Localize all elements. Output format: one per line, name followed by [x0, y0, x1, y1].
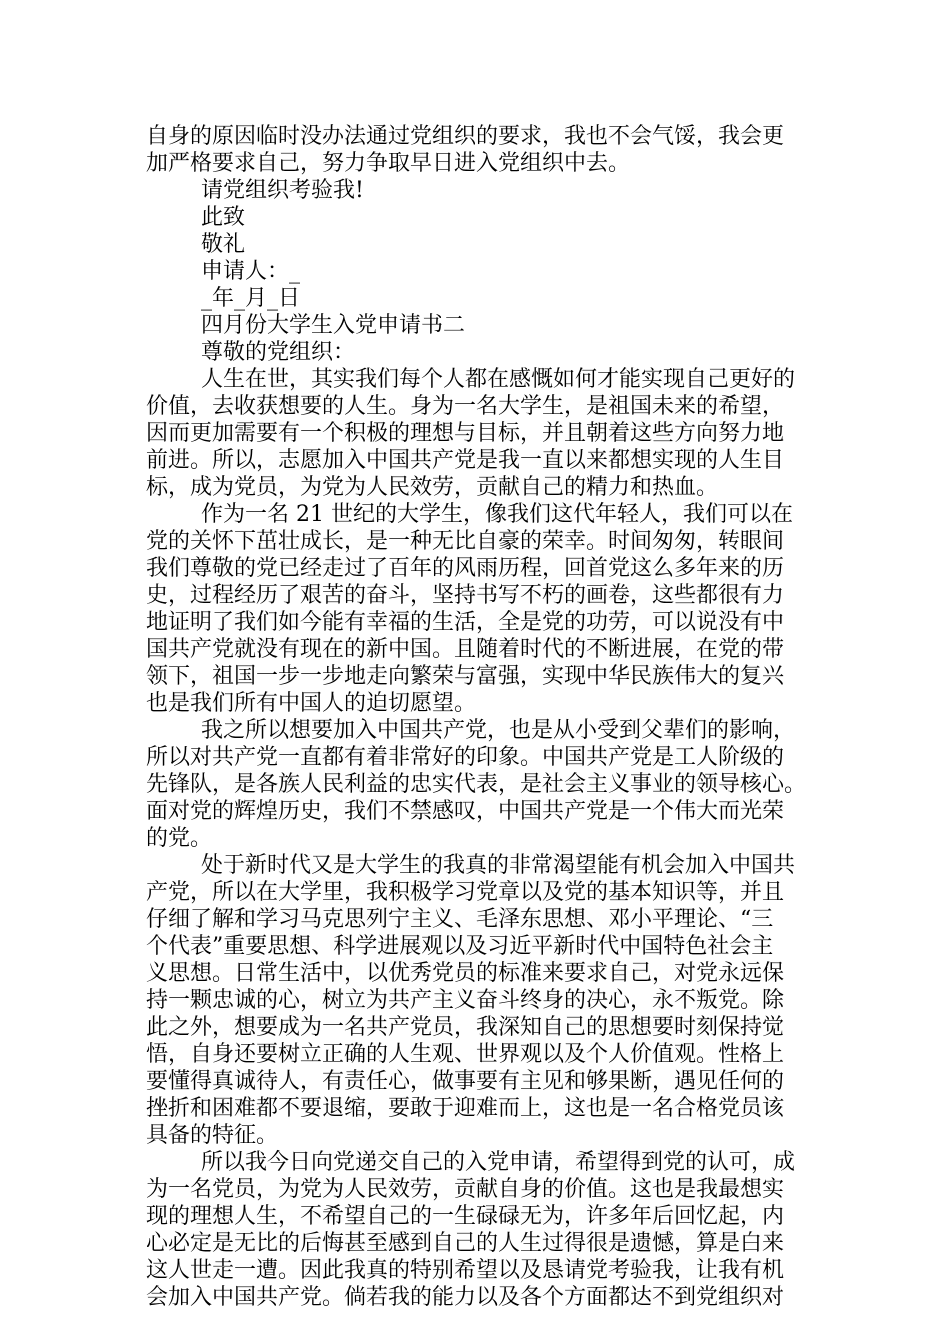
document-page	[146, 123, 826, 1311]
salutation-line: 敬礼	[201, 232, 246, 257]
applicant-line: 申请人：_	[201, 259, 301, 284]
text-line: 仔细了解和学习马克思列宁主义、毛泽东思想、邓小平理论、“三	[146, 907, 774, 932]
text-line: 我们尊敬的党已经走过了百年的风雨历程，回首党这么多年来的历	[146, 556, 785, 581]
text-line: 作为一名 21 世纪的大学生，像我们这代年轻人，我们可以在	[201, 502, 793, 527]
text-line: 心必定是无比的后悔甚至感到自己的人生过得很是遗憾，算是白来	[146, 1231, 785, 1256]
text-line: 的党。	[146, 826, 213, 851]
text-line: 挫折和困难都不要退缩，要敢于迎难而上，这也是一名合格党员该	[146, 1096, 785, 1121]
text-line: 个代表”重要思想、科学进展观以及习近平新时代中国特色社会主	[146, 934, 774, 959]
text-line: 为一名党员，为党为人民效劳，贡献自身的价值。这也是我最想实	[146, 1177, 785, 1202]
text-line: 所以对共产党一直都有着非常好的印象。中国共产党是工人阶级的	[146, 745, 785, 770]
text-line: 此之外，想要成为一名共产党员，我深知自己的思想要时刻保持觉	[146, 1015, 785, 1040]
text-line: 会加入中国共产党。倘若我的能力以及各个方面都达不到党组织对	[146, 1285, 785, 1310]
text-line: 要懂得真诚待人，有责任心，做事要有主见和够果断，遇见任何的	[146, 1069, 785, 1094]
text-line: 史，过程经历了艰苦的奋斗，坚持书写不朽的画卷，这些都很有力	[146, 583, 785, 608]
text-line: 先锋队，是各族人民利益的忠实代表，是社会主义事业的领导核心。	[146, 772, 807, 797]
text-line: 义思想。日常生活中，以优秀党员的标准来要求自己，对党永远保	[146, 961, 785, 986]
text-line: 产党，所以在大学里，我积极学习党章以及党的基本知识等，并且	[146, 880, 785, 905]
text-line: 地证明了我们如今能有幸福的生活，全是党的功劳，可以说没有中	[146, 610, 785, 635]
date-line: _年_月_日	[201, 286, 301, 311]
text-line: 处于新时代又是大学生的我真的非常渴望能有机会加入中国共	[201, 853, 796, 878]
text-line: 国共产党就没有现在的新中国。且随着时代的不断进展，在党的带	[146, 637, 785, 662]
text-line: 持一颗忠诚的心，树立为共产主义奋斗终身的决心，永不叛党。除	[146, 988, 785, 1013]
text-line: 悟，自身还要树立正确的人生观、世界观以及个人价值观。性格上	[146, 1042, 785, 1067]
text-line: 面对党的辉煌历史，我们不禁感叹，中国共产党是一个伟大而光荣	[146, 799, 785, 824]
text-line: 党的关怀下茁壮成长，是一种无比自豪的荣幸。时间匆匆，转眼间	[146, 529, 785, 554]
text-line: 具备的特征。	[146, 1123, 279, 1148]
text-line: 领下，祖国一步一步地走向繁荣与富强，实现中华民族伟大的复兴	[146, 664, 785, 689]
text-line: 我之所以想要加入中国共产党，也是从小受到父辈们的影响，	[201, 718, 796, 743]
text-line: 自身的原因临时没办法通过党组织的要求，我也不会气馁，我会更	[146, 124, 785, 149]
greeting-line: 尊敬的党组织：	[201, 340, 356, 365]
text-line: 标，成为党员，为党为人民效劳，贡献自己的精力和热血。	[146, 475, 719, 500]
section-title: 四月份大学生入党申请书二	[201, 313, 466, 338]
salutation-line: 此致	[201, 205, 246, 230]
text-line: 人生在世，其实我们每个人都在感慨如何才能实现自己更好的	[201, 367, 796, 392]
text-line: 前进。所以，志愿加入中国共产党是我一直以来都想实现的人生目	[146, 448, 785, 473]
text-line: 价值，去收获想要的人生。身为一名大学生，是祖国未来的希望，	[146, 394, 785, 419]
text-line: 所以我今日向党递交自己的入党申请，希望得到党的认可，成	[201, 1150, 796, 1175]
text-line: 请党组织考验我!	[201, 178, 364, 203]
text-line: 加严格要求自己，努力争取早日进入党组织中去。	[146, 151, 631, 176]
text-line: 因而更加需要有一个积极的理想与目标，并且朝着这些方向努力地	[146, 421, 785, 446]
text-line: 现的理想人生，不希望自己的一生碌碌无为，许多年后回忆起，内	[146, 1204, 785, 1229]
text-line: 这人世走一遭。因此我真的特别希望以及恳请党考验我，让我有机	[146, 1258, 785, 1283]
text-line: 也是我们所有中国人的迫切愿望。	[146, 691, 477, 716]
